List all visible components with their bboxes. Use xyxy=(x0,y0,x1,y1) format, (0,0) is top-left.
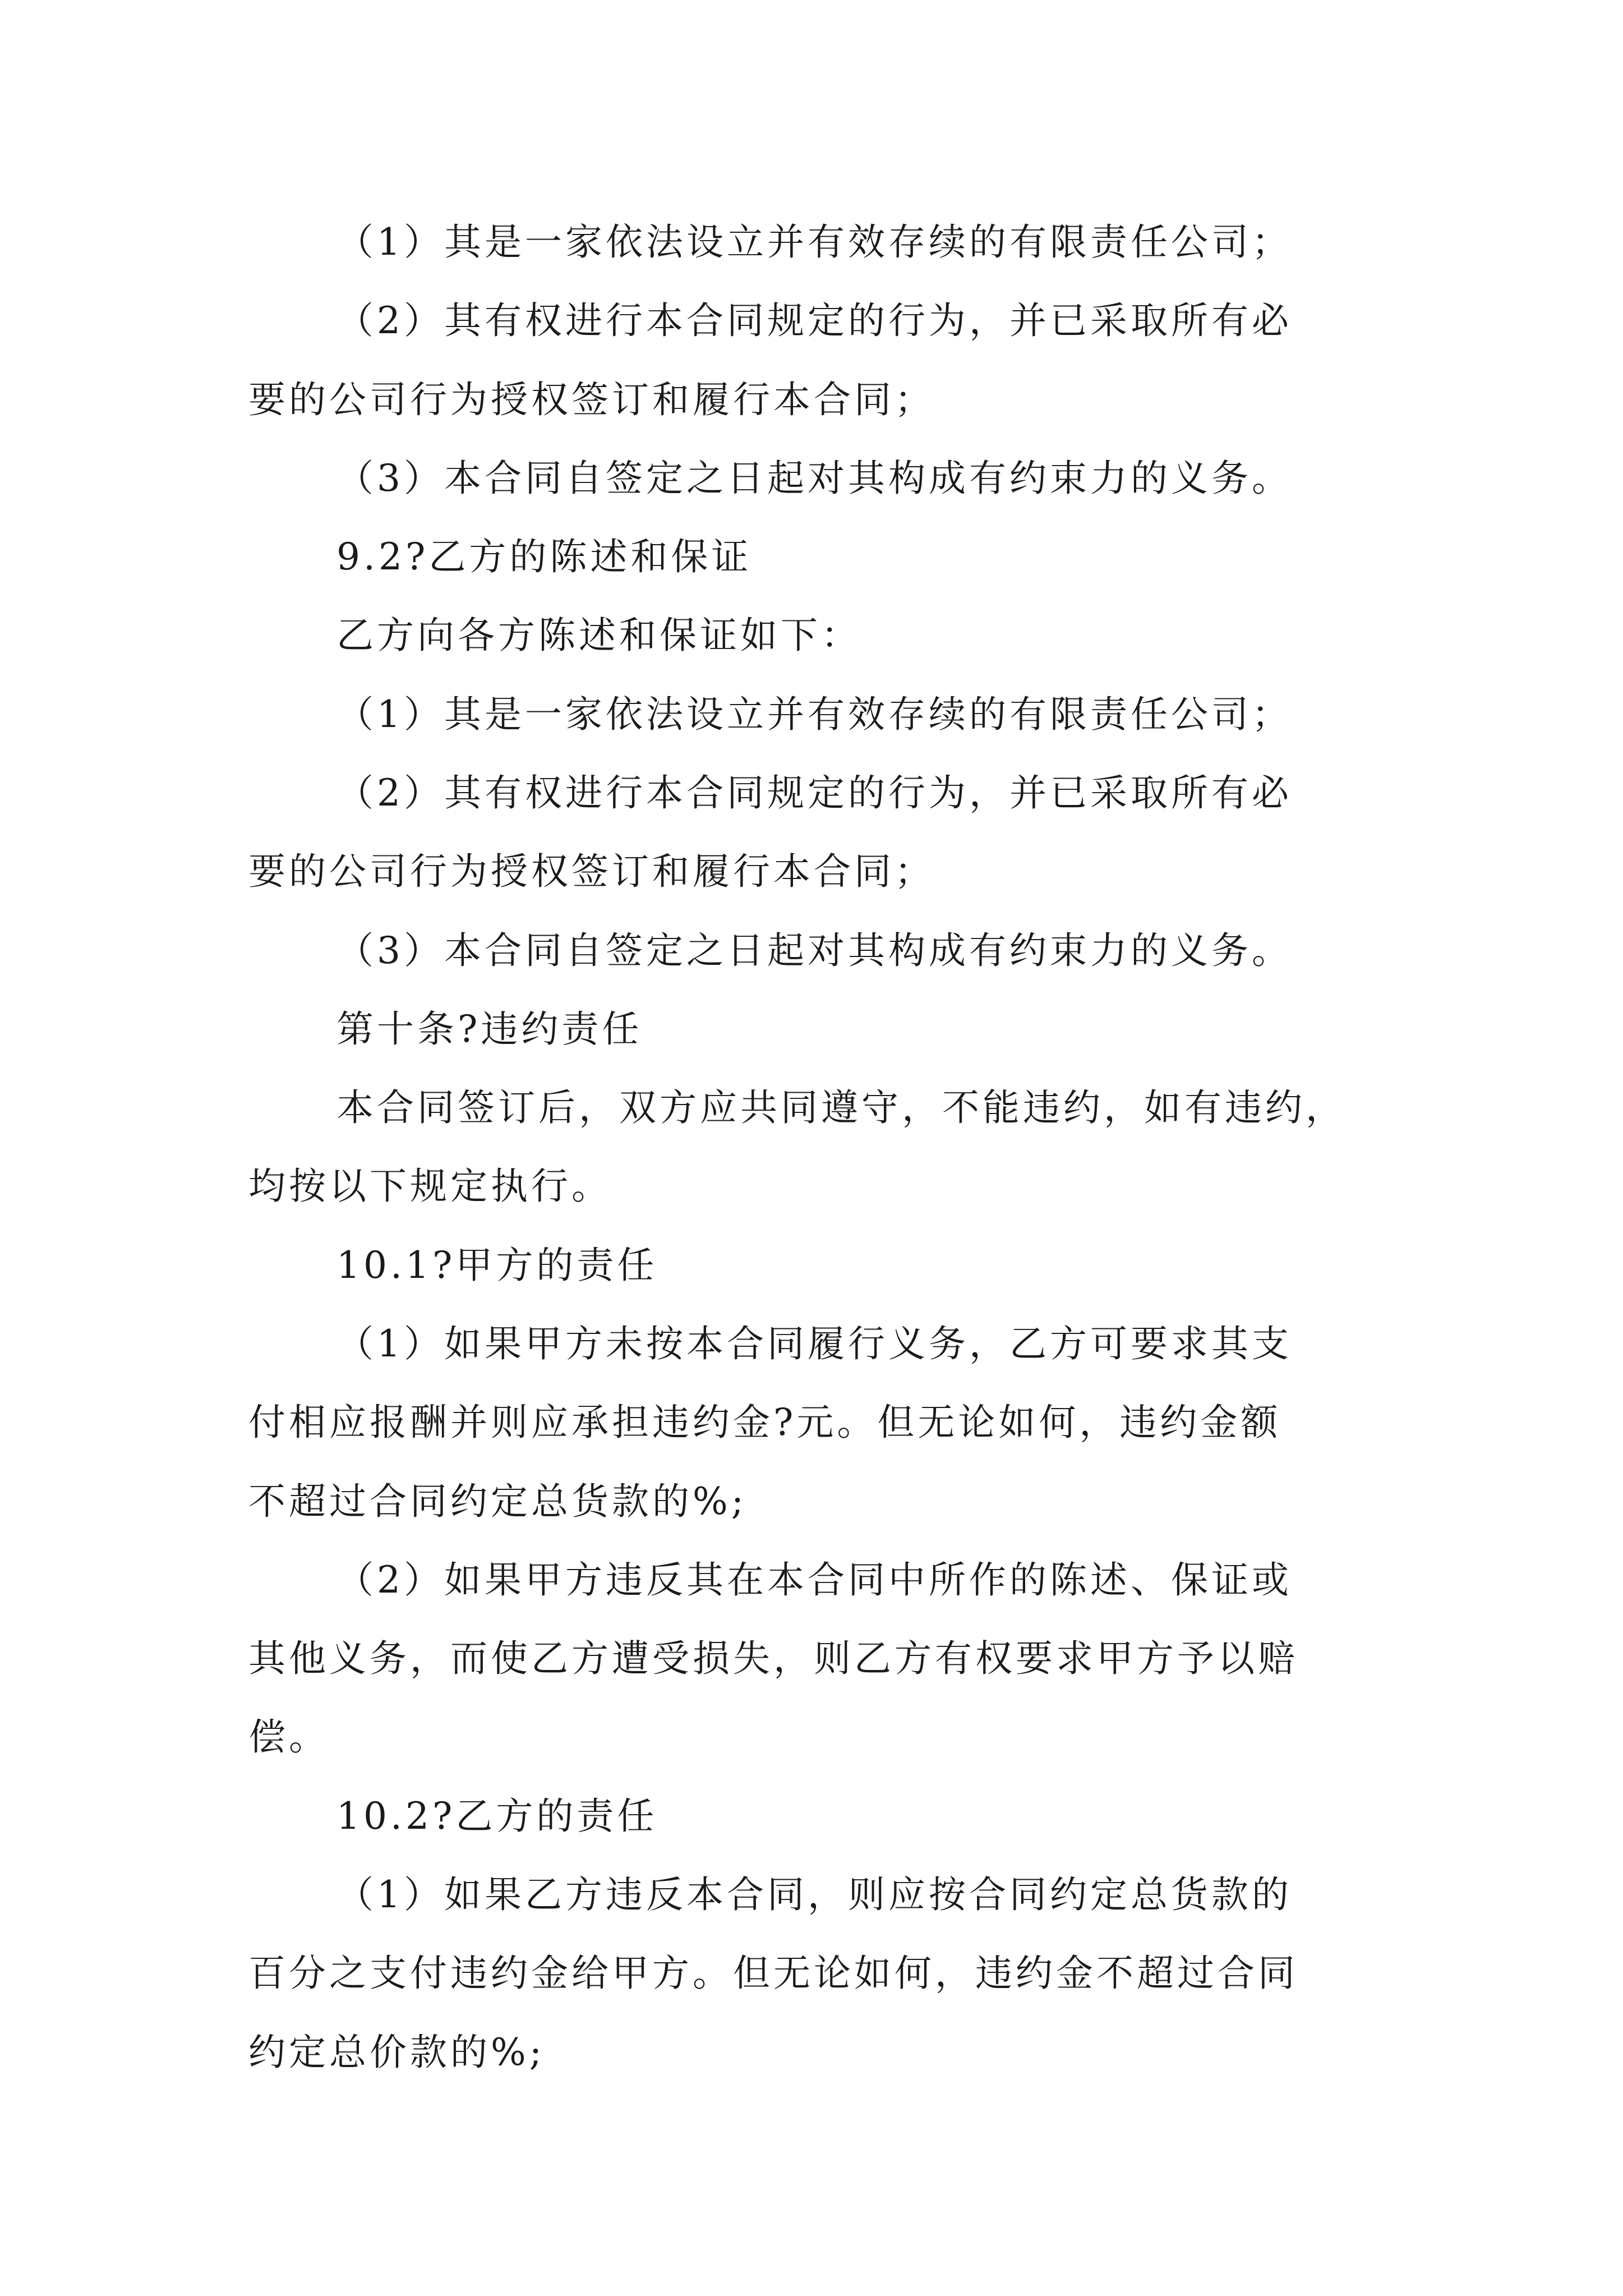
text-line: 其他义务，而使乙方遭受损失，则乙方有权要求甲方予以赔 xyxy=(248,1637,1298,1680)
section-heading: 9.2?乙方的陈述和保证 xyxy=(336,535,752,578)
text-line: 不超过合同约定总货款的%; xyxy=(248,1480,747,1523)
text-line: 要的公司行为授权签订和履行本合同； xyxy=(248,850,935,893)
text-line: （1）如果甲方未按本合同履行义务，乙方可要求其支 xyxy=(336,1322,1292,1365)
text-line: （2）其有权进行本合同规定的行为，并已采取所有必 xyxy=(336,771,1292,815)
text-line: 本合同签订后，双方应共同遵守，不能违约，如有违约， xyxy=(336,1086,1346,1129)
text-line: （2）如果甲方违反其在本合同中所作的陈述、保证或 xyxy=(336,1558,1292,1602)
text-line: 乙方向各方陈述和保证如下： xyxy=(336,614,861,657)
text-line: 付相应报酬并则应承担违约金?元。但无论如何，违约金额 xyxy=(248,1401,1281,1444)
text-line: 偿。 xyxy=(248,1715,329,1759)
text-line: 均按以下规定执行。 xyxy=(248,1165,612,1208)
text-line: 百分之支付违约金给甲方。但无论如何，违约金不超过合同 xyxy=(248,1952,1298,1995)
section-heading: 10.2?乙方的责任 xyxy=(336,1795,658,1838)
text-line: （1）其是一家依法设立并有效存续的有限责任公司； xyxy=(336,220,1292,264)
text-line: （2）其有权进行本合同规定的行为，并已采取所有必 xyxy=(336,299,1292,342)
text-line: （1）如果乙方违反本合同，则应按合同约定总货款的 xyxy=(336,1873,1292,1916)
text-line: （3）本合同自签定之日起对其构成有约束力的义务。 xyxy=(336,929,1292,972)
text-line: （3）本合同自签定之日起对其构成有约束力的义务。 xyxy=(336,457,1292,500)
text-line: 要的公司行为授权签订和履行本合同； xyxy=(248,378,935,421)
text-line: （1）其是一家依法设立并有效存续的有限责任公司； xyxy=(336,693,1292,736)
text-line: 约定总价款的%; xyxy=(248,2031,545,2074)
section-heading: 第十条?违约责任 xyxy=(336,1007,643,1051)
section-heading: 10.1?甲方的责任 xyxy=(336,1244,658,1287)
